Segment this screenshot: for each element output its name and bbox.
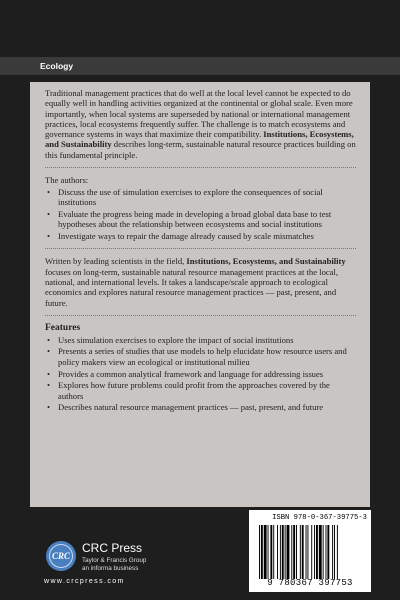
summary-book-title: Institutions, Ecosystems, and Sustainability (186, 256, 346, 267)
barcode-bar (268, 525, 269, 579)
barcode-bar (277, 525, 278, 579)
crc-press-logo-icon (45, 540, 77, 572)
intro-text: Traditional management practices that do well at the local level cannot be expected to do equally well in handling activities organized at the continental or global scale. Even more importantly, when local systems are superseded by national or international management practices, local ecosystems frequently suffer. The challenge is to match ecosystems and governance systems in ways that maximize their compatibility. (45, 88, 353, 140)
barcode-bar (319, 525, 322, 579)
logo-text: CRC (51, 551, 71, 561)
list-item: • Describes natural resource management practices — past, present, and future (45, 402, 356, 412)
barcode-bar (314, 525, 315, 579)
authors-list (45, 187, 356, 241)
isbn-label: ISBN 978-0-367-39775-3 (272, 514, 367, 522)
barcode-bar (287, 525, 290, 579)
list-item: • Explores how future problems could profit from the approaches covered by the authors (45, 380, 356, 401)
barcode-bar (337, 525, 338, 579)
barcode-bar (327, 525, 329, 579)
barcode-bar (282, 525, 284, 579)
barcode-box (249, 510, 371, 592)
barcode-bar (285, 525, 286, 579)
intro-book-title: Institutions, Ecosystems, and Sustainability (45, 129, 354, 150)
list-item: • Provides a common analytical framework and language for addressing issues (45, 369, 356, 379)
barcode-bar (270, 525, 272, 579)
intro-text-after: describes long-term, sustainable natural resource practices building on this fundamental principle. (45, 139, 356, 160)
divider (45, 167, 356, 168)
barcode-bar (307, 525, 308, 579)
features-list (45, 335, 356, 413)
list-item: • Presents a series of studies that use models to help elucidate how resource users and policy makers view an ecological or institutional milieu (45, 346, 356, 367)
features-heading: Features (45, 322, 81, 333)
barcode-icon (257, 525, 365, 579)
publisher-url: www.crcpress.com (44, 578, 125, 585)
intro-paragraph (45, 88, 356, 160)
divider (45, 315, 356, 316)
publisher-group: Taylor & Francis Group (82, 557, 147, 564)
category-banner (0, 57, 400, 75)
summary-text: Written by leading scientists in the field, (45, 256, 187, 267)
barcode-bar (334, 525, 335, 579)
list-item: • Evaluate the progress being made in developing a broad global data base to test hypotheses about the relationship between ecosystems and social institutions (45, 209, 356, 230)
barcode-bar (316, 525, 318, 579)
barcode-bar (280, 525, 281, 579)
barcode-bar (296, 525, 297, 579)
category-label: Ecology (40, 61, 74, 71)
list-item: • Discuss the use of simulation exercises to explore the consequences of social institutions (45, 187, 356, 208)
barcode-bar (291, 525, 292, 579)
authors-heading: The authors: (45, 175, 89, 186)
barcode-bar (332, 525, 333, 579)
list-item: • Uses simulation exercises to explore the impact of social institutions (45, 335, 356, 345)
barcode-bar (293, 525, 295, 579)
summary-text-after: focuses on long-term, sustainable natural resource management practices at the local, national, and international levels. It takes a landscape/scale approach to ecological economics and explores natural resource management practices — past, present, and future. (45, 266, 339, 308)
barcode-bar (326, 525, 327, 579)
barcode-bar (259, 525, 260, 579)
list-item: • Investigate ways to repair the damage already caused by scale mismatches (45, 231, 356, 241)
ean-digits: 9 780367 397753 (267, 578, 353, 588)
barcode-bar (302, 525, 304, 579)
barcode-bar (306, 525, 307, 579)
publisher-tagline: an informa business (82, 565, 139, 572)
description-panel (30, 82, 370, 507)
divider (45, 248, 356, 249)
summary-paragraph (45, 256, 356, 307)
barcode-bar (323, 525, 324, 579)
barcode-bar (261, 525, 263, 579)
barcode-bar (311, 525, 312, 579)
publisher-name: CRC Press (82, 541, 143, 555)
barcode-bar (273, 525, 274, 579)
barcode-bar (300, 525, 301, 579)
barcode-bar (264, 525, 267, 579)
